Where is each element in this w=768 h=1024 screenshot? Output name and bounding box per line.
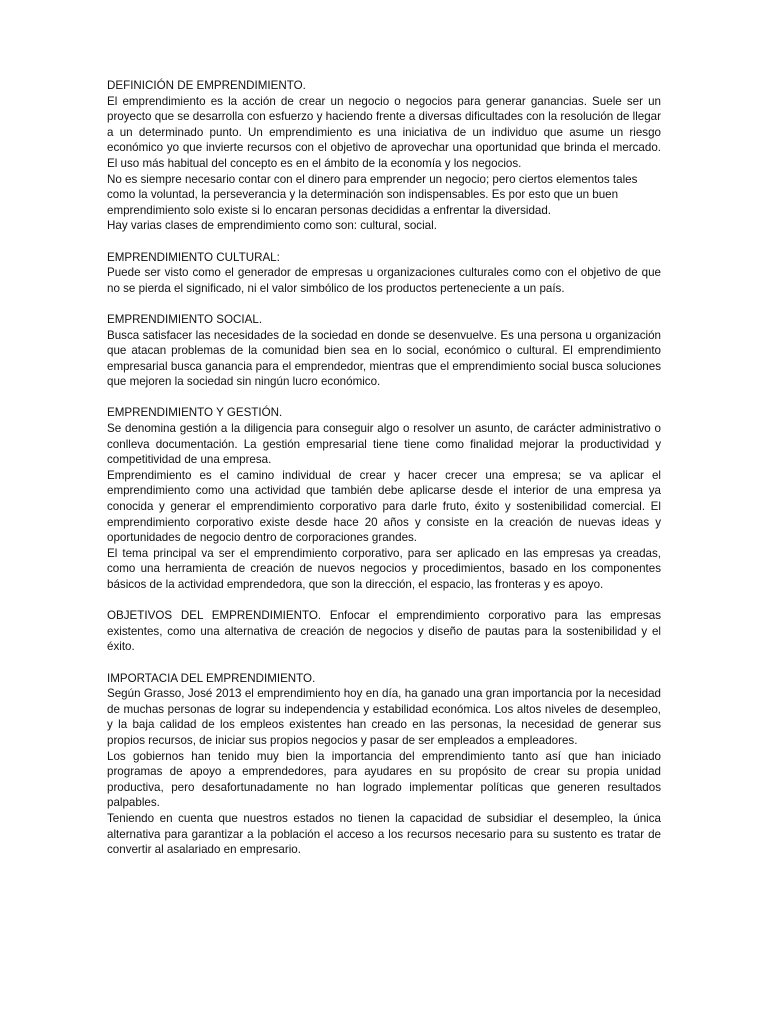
document-section [107,312,661,390]
section-heading: EMPRENDIMIENTO CULTURAL: [107,250,280,264]
section-heading: DEFINICIÓN DE EMPRENDIMIENTO. [107,79,306,92]
body-paragraph: No es siempre necesario contar con el dinero para emprender un negocio; pero ciertos elementos tales como la voluntad, la perseverancia y la determinación son indispensables. Es por esto que un buen emprendimiento solo existe si lo encaran personas decididas a enfrentar la diversidad. [107,172,638,217]
body-paragraph: Teniendo en cuenta que nuestros estados no tienen la capacidad de subsidiar el desempleo, la única alternativa para garantizar a la población el acceso a los recursos necesario para su sustento es tratar de convertir al asalariado en empresario. [107,811,661,857]
body-paragraph: Emprendimiento es el camino individual de crear y hacer crecer una empresa; se va aplicar el emprendimiento como una actividad que también debe aplicarse desde el interior de una empresa ya conocida y generar el emprendimiento corporativo para darle fruto, éxito y sostenibilidad comercial. El emprendimiento corporativo existe desde hace 20 años y consiste en la creación de nuevas ideas y oportunidades de negocio dentro de corporaciones grandes. [107,468,661,545]
body-paragraph: Puede ser visto como el generador de empresas u organizaciones culturales como con el objetivo de que no se pierda el significado, ni el valor simbólico de los productos perteneciente a un país. [107,266,661,295]
section-heading: IMPORTACIA DEL EMPRENDIMIENTO. [107,671,316,685]
body-paragraph: El tema principal va ser el emprendimiento corporativo, para ser aplicado en las empresas ya creadas, como una herramienta de creación de nuevos negocios y procedimientos, basado en los componentes básicos de la actividad emprendedora, que son la dirección, el espacio, las fronteras y es apoyo. [107,546,661,591]
document-section [107,608,661,655]
document-page [107,78,661,858]
body-paragraph: El emprendimiento es la acción de crear un negocio o negocios para generar ganancias. Suele ser un proyecto que se desarrolla con esfuerzo y haciendo frente a diversas dificultades con la resolución de llegar a un determinado punto. Un emprendimiento es una iniciativa de un individuo que asume un riesgo económico yo que invierte recursos con el objetivo de aprovechar una oportunidad que brinda el mercado. El uso más habitual del concepto es en el ámbito de la economía y los negocios. [107,94,661,170]
document-section [107,405,661,592]
document-section [107,671,661,858]
document-section [107,250,661,297]
body-paragraph: Los gobiernos han tenido muy bien la importancia del emprendimiento tanto así que han iniciado programas de apoyo a emprendedores, para ayudares en su propósito de crear su propia unidad productiva, pero desafortunadamente no han logrado implementar políticas que generen resultados palpables. [107,749,661,810]
body-paragraph: Busca satisfacer las necesidades de la sociedad en donde se desenvuelve. Es una persona u organización que atacan problemas de la comunidad bien sea en lo social, económico o cultural. El emprendimiento empresarial busca ganancia para el emprendedor, mientras que el emprendimiento social busca soluciones que mejoren la sociedad sin ningún lucro económico. [107,328,661,389]
document-section [107,78,661,234]
body-paragraph: Hay varias clases de emprendimiento como son: cultural, social. [107,219,437,233]
body-paragraph: Se denomina gestión a la diligencia para conseguir algo o resolver un asunto, de carácter administrativo o conlleva documentación. La gestión empresarial tiene tiene como finalidad mejorar la productividad y competitividad de una empresa. [107,422,661,467]
section-heading: EMPRENDIMIENTO Y GESTIÓN. [107,406,283,420]
body-paragraph: OBJETIVOS DEL EMPRENDIMIENTO. Enfocar el emprendimiento corporativo para las empresas existentes, como una alternativa de creación de negocios y diseño de pautas para la sostenibilidad y el éxito. [107,609,661,654]
body-paragraph: Según Grasso, José 2013 el emprendimiento hoy en día, ha ganado una gran importancia por la necesidad de muchas personas de lograr su independencia y estabilidad económica. Los altos niveles de desempleo, y la baja calidad de los empleos existentes han creado en las personas, la necesidad de generar sus propios recursos, de iniciar sus propios negocios y pasar de ser empleados a empleadores. [107,687,661,747]
section-heading: EMPRENDIMIENTO SOCIAL. [107,312,263,326]
